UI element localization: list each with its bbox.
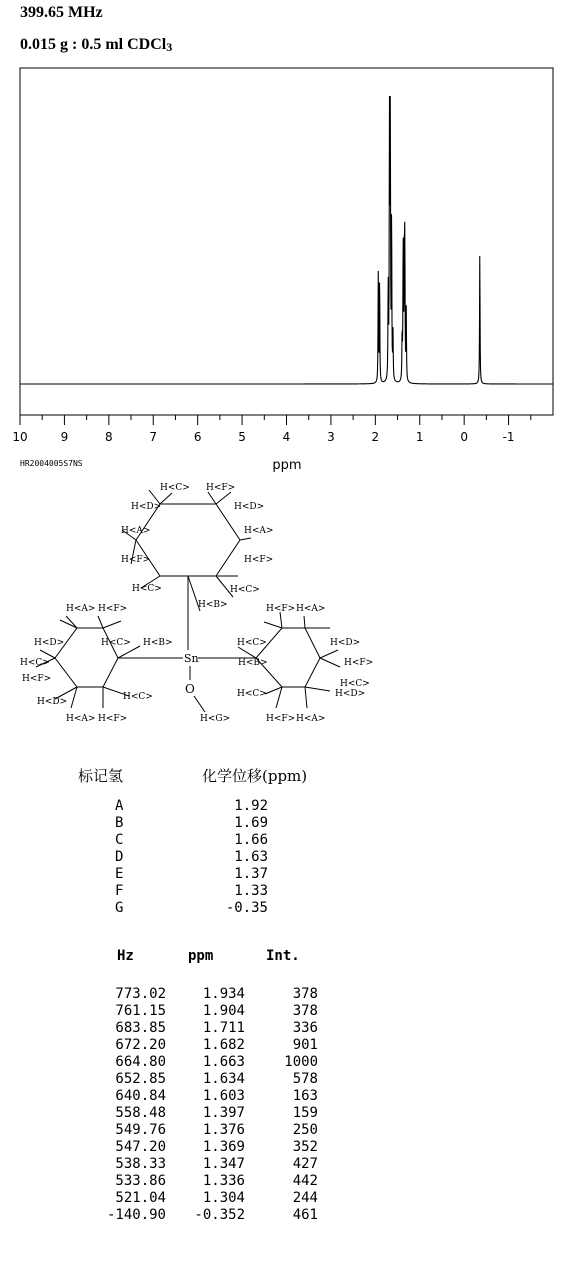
nmr-spectrum-chart xyxy=(0,0,570,480)
sample-subscript: 3 xyxy=(166,40,173,54)
peak-int: 578 xyxy=(292,1071,318,1087)
bond-lines xyxy=(36,490,340,712)
peak-row xyxy=(88,1071,318,1088)
peak-hz: 683.85 xyxy=(115,1020,166,1036)
peak-row xyxy=(88,1037,318,1054)
peak-row xyxy=(88,1156,318,1173)
hydrogen-label: H<A> xyxy=(66,604,96,614)
peak-hz: 549.76 xyxy=(115,1122,166,1138)
sn-atom: Sn xyxy=(184,652,199,665)
assignment-label: D xyxy=(115,849,124,865)
x-tick-label: 3 xyxy=(327,430,335,444)
peak-ppm: 1.663 xyxy=(202,1054,245,1070)
peak-hz: 558.48 xyxy=(115,1105,166,1121)
peak-int: 336 xyxy=(292,1020,318,1036)
hydrogen-label: H<F> xyxy=(121,555,151,565)
hydrogen-label: H<D> xyxy=(34,638,65,648)
x-tick-label: 1 xyxy=(415,430,424,444)
peak-hz: 640.84 xyxy=(115,1088,166,1104)
peak-ppm: 1.304 xyxy=(202,1190,245,1206)
hydrogen-label: H<A> xyxy=(66,714,96,724)
spectrum-trace xyxy=(20,96,553,384)
peak-row xyxy=(88,1190,318,1207)
peak-hz: 533.86 xyxy=(115,1173,166,1189)
ring-left xyxy=(55,628,118,687)
hydrogen-label: H<F> xyxy=(344,658,374,668)
peak-row xyxy=(88,1207,318,1224)
hydrogen-label: H<C> xyxy=(237,689,267,699)
hydrogen-label: H<F> xyxy=(266,604,296,614)
peak-int: 352 xyxy=(292,1139,318,1155)
assignment-label: C xyxy=(115,832,124,848)
assignment-label: E xyxy=(115,866,124,882)
peak-int: 427 xyxy=(292,1156,318,1172)
peak-ppm: 1.376 xyxy=(202,1122,245,1138)
hydrogen-labels xyxy=(20,483,373,724)
hydrogen-label: H<A> xyxy=(296,604,326,614)
x-tick-label: 2 xyxy=(371,430,380,444)
peak-ppm: 1.711 xyxy=(202,1020,245,1036)
hydrogen-label: H<D> xyxy=(335,689,366,699)
peak-hz: 652.85 xyxy=(115,1071,166,1087)
x-axis-ticks xyxy=(20,415,531,425)
peak-int: 461 xyxy=(292,1207,318,1223)
hydrogen-label: H<D> xyxy=(37,697,68,707)
x-tick-label: 9 xyxy=(60,430,69,444)
molecule-structure xyxy=(0,480,570,730)
peak-int: 244 xyxy=(292,1190,318,1206)
hydrogen-label: H<C> xyxy=(123,692,153,702)
assignment-shift: 1.63 xyxy=(234,849,268,865)
hydrogen-label: H<F> xyxy=(98,604,128,614)
assignment-row xyxy=(115,883,268,900)
peak-row xyxy=(88,1122,318,1139)
peak-ppm: -0.352 xyxy=(194,1207,245,1223)
assignment-shift: -0.35 xyxy=(225,900,268,916)
peak-row xyxy=(88,1139,318,1156)
assign-header-shift: 化学位移(ppm) xyxy=(202,767,308,785)
frequency-label: 399.65 MHz xyxy=(20,4,103,21)
peak-ppm: 1.904 xyxy=(202,1003,245,1019)
hydrogen-label: H<C> xyxy=(340,679,370,689)
assignment-label: B xyxy=(115,815,124,831)
hydrogen-label: H<A> xyxy=(121,526,151,536)
peak-hz: 538.33 xyxy=(115,1156,166,1172)
peak-hz: 672.20 xyxy=(115,1037,166,1053)
hydrogen-label: H<C> xyxy=(20,658,50,668)
peak-hz: 664.80 xyxy=(115,1054,166,1070)
peak-hz: 547.20 xyxy=(115,1139,166,1155)
assignment-shift: 1.33 xyxy=(234,883,268,899)
x-tick-label: 10 xyxy=(12,430,28,444)
peak-header-ppm: ppm xyxy=(188,948,214,964)
peak-int: 442 xyxy=(292,1173,318,1189)
assignment-shift: 1.37 xyxy=(234,866,268,882)
peak-row xyxy=(88,1020,318,1037)
hydrogen-label: H<B> xyxy=(198,600,228,610)
x-tick-label: 0 xyxy=(460,430,468,444)
hydrogen-label: H<D> xyxy=(234,502,265,512)
assignment-row xyxy=(115,832,268,849)
hydrogen-label: H<C> xyxy=(160,483,190,493)
x-tick-label: 4 xyxy=(282,430,291,444)
peak-table xyxy=(88,986,318,1224)
hydrogen-label: H<C> xyxy=(237,638,267,648)
o-atom: O xyxy=(185,682,195,696)
spectrum-code: HR2004005S7NS xyxy=(20,459,83,468)
peak-hz: 773.02 xyxy=(115,986,166,1002)
peak-row xyxy=(88,986,318,1003)
peak-ppm: 1.682 xyxy=(202,1037,245,1053)
x-axis-label: ppm xyxy=(272,458,302,473)
assignment-row xyxy=(115,866,268,883)
peak-int: 378 xyxy=(292,1003,318,1019)
assignment-label: G xyxy=(115,900,124,916)
hydrogen-label: H<F> xyxy=(244,555,274,565)
x-tick-label: 5 xyxy=(238,430,246,444)
x-tick-label: -1 xyxy=(502,430,515,444)
x-tick-label: 6 xyxy=(193,430,202,444)
peak-ppm: 1.634 xyxy=(202,1071,245,1087)
assignment-row xyxy=(115,849,268,866)
peak-ppm: 1.397 xyxy=(202,1105,245,1121)
assignment-row xyxy=(115,815,268,832)
hydrogen-label: H<D> xyxy=(131,502,162,512)
assignment-label: F xyxy=(115,883,124,899)
peak-int: 159 xyxy=(292,1105,318,1121)
peak-row xyxy=(88,1003,318,1020)
peak-ppm: 1.369 xyxy=(202,1139,245,1155)
hydrogen-label: H<C> xyxy=(230,585,260,595)
assignment-label: A xyxy=(115,798,124,814)
x-tick-label: 8 xyxy=(105,430,113,444)
assignment-row xyxy=(115,900,268,917)
peak-ppm: 1.934 xyxy=(202,986,245,1002)
hydrogen-label: H<B> xyxy=(143,638,173,648)
hydrogen-label: H<A> xyxy=(296,714,326,724)
peak-header-int: Int. xyxy=(266,948,300,964)
hydrogen-label: H<F> xyxy=(22,674,52,684)
hydrogen-label: H<F> xyxy=(98,714,128,724)
peak-hz: 521.04 xyxy=(115,1190,166,1206)
hydrogen-label: H<B> xyxy=(238,658,268,668)
peak-int: 250 xyxy=(292,1122,318,1138)
x-axis-tick-labels xyxy=(12,430,514,444)
hydrogen-label: H<F> xyxy=(266,714,296,724)
peak-hz: 761.15 xyxy=(115,1003,166,1019)
hydrogen-label: H<C> xyxy=(132,584,162,594)
hydrogen-label: H<A> xyxy=(244,526,274,536)
peak-row xyxy=(88,1105,318,1122)
hydrogen-label: H<F> xyxy=(206,483,236,493)
peak-int: 1000 xyxy=(284,1054,318,1070)
peak-row xyxy=(88,1088,318,1105)
peak-header-hz: Hz xyxy=(117,948,134,964)
assignment-row xyxy=(115,798,268,815)
peak-int: 378 xyxy=(292,986,318,1002)
assignment-table xyxy=(115,798,268,917)
peak-ppm: 1.336 xyxy=(202,1173,245,1189)
peak-ppm: 1.603 xyxy=(202,1088,245,1104)
assign-header-label: 标记氢 xyxy=(78,767,124,785)
assignment-shift: 1.69 xyxy=(234,815,268,831)
peak-row xyxy=(88,1054,318,1071)
oh-hydrogen: H<G> xyxy=(200,714,231,724)
hydrogen-label: H<C> xyxy=(101,638,131,648)
peak-hz: -140.90 xyxy=(106,1207,166,1223)
x-tick-label: 7 xyxy=(149,430,158,444)
ring-top xyxy=(136,504,240,576)
peak-int: 163 xyxy=(292,1088,318,1104)
assignment-shift: 1.92 xyxy=(234,798,268,814)
plot-frame xyxy=(20,68,553,415)
assignment-shift: 1.66 xyxy=(234,832,268,848)
peak-int: 901 xyxy=(292,1037,318,1053)
peak-ppm: 1.347 xyxy=(202,1156,245,1172)
hydrogen-label: H<D> xyxy=(330,638,361,648)
peak-row xyxy=(88,1173,318,1190)
sample-main: 0.015 g : 0.5 ml CDCl xyxy=(20,36,167,53)
